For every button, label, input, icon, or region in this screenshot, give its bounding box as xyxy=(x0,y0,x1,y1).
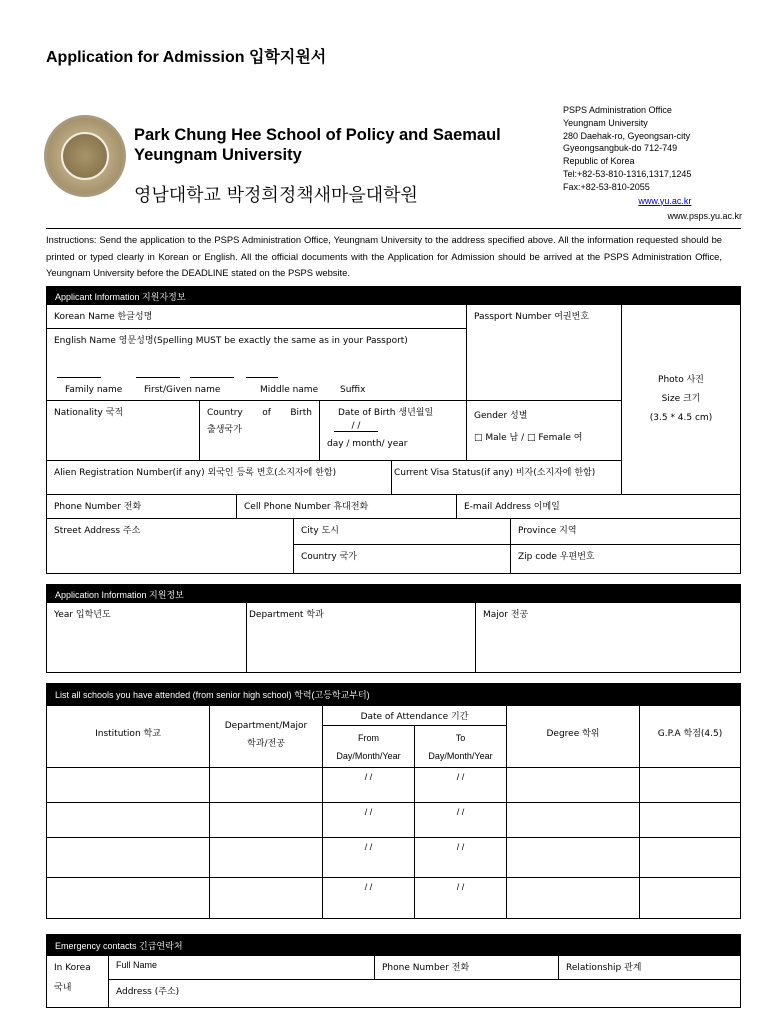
to-header: To Day/Month/Year xyxy=(415,726,507,768)
passport-number-field[interactable]: Passport Number 여권번호 xyxy=(467,305,622,401)
header-divider xyxy=(46,228,741,229)
phone-number-field[interactable]: Phone Number 전화 xyxy=(47,495,237,519)
emergency-relationship-field[interactable]: Relationship 관계 xyxy=(559,956,740,980)
schools-section: List all schools you have attended (from senior high school) 학력(고등학교부터) Institution 학교 Department/Major 학과/전공 Date of Attendance 기간 From Day/Month/Year To Day/Month/Year Degree 학위 G.P.A 학점(4.5) / / / / / / / / / / / / / / / / xyxy=(46,683,741,919)
gender-options[interactable]: □ Male 남 / □ Female 여 xyxy=(474,433,583,443)
suffix-label: Suffix xyxy=(340,385,366,395)
application-section xyxy=(46,584,741,673)
gender-field[interactable]: Gender 성별 □ Male 남 / □ Female 여 xyxy=(467,401,622,461)
emergency-full-name-field[interactable]: Full Name xyxy=(109,956,375,980)
institution-header: Institution 학교 xyxy=(47,706,210,768)
street-address-field[interactable]: Street Address 주소 xyxy=(47,519,294,573)
emergency-section xyxy=(46,934,741,1008)
major-field[interactable]: Major 전공 xyxy=(483,610,529,620)
gpa-header: G.P.A 학점(4.5) xyxy=(640,706,740,768)
country-field[interactable]: Country 국가 xyxy=(294,545,511,573)
attendance-header: Date of Attendance 기간 xyxy=(323,706,507,726)
visa-status-field[interactable]: Current Visa Status(if any) 비자(소지자에 한함) xyxy=(392,461,622,495)
in-korea-label: In Korea 국내 xyxy=(47,956,109,1007)
schools-heading: List all schools you have attended (from senior high school) 학력(고등학교부터) xyxy=(47,684,740,706)
office-address: PSPS Administration Office Yeungnam University 280 Daehak-ro, Gyeongsan-city Gyeongsangbuk-do 712-749 Republic of Korea Tel:+82-53-810-1316,1317,1245 Fax:+82-53-810-2055 www.yu.ac.kr xyxy=(563,105,692,206)
school-name-line1: Park Chung Hee School of Policy and Saemaul xyxy=(134,126,501,144)
emergency-address-field[interactable]: Address (주소) xyxy=(116,987,180,997)
email-field[interactable]: E-mail Address 이메일 xyxy=(457,495,740,519)
emergency-phone-field[interactable]: Phone Number 전화 xyxy=(375,956,559,980)
country-of-birth-field[interactable]: Country of Birth 출생국가 xyxy=(200,401,320,461)
emergency-heading: Emergency contacts 긴급연락처 xyxy=(47,935,740,956)
instructions: Instructions: Send the application to the PSPS Administration Office, Yeungnam University to the address specified above. All the information requested should be printed or typed clearly in Korean or English. All the official documents with the Application for Admission should be arrived at the PSPS Administration Office, Yeungnam University before the DEADLINE stated on the PSPS website. xyxy=(46,234,722,279)
first-name-label: First/Given name xyxy=(144,385,221,395)
school-name-line2: Yeungnam University xyxy=(134,146,302,164)
zip-code-field[interactable]: Zip code 우편번호 xyxy=(518,552,595,562)
department-field[interactable]: Department 학과 xyxy=(247,603,476,672)
photo-box[interactable]: Photo 사진 Size 크기 (3.5 * 4.5 cm) xyxy=(622,305,740,495)
university-seal-icon xyxy=(44,115,126,197)
from-header: From Day/Month/Year xyxy=(323,726,415,768)
year-field[interactable]: Year 입학년도 xyxy=(47,603,247,672)
application-heading: Application Information 지원정보 xyxy=(47,585,740,603)
dept-major-header: Department/Major 학과/전공 xyxy=(210,706,323,768)
alien-registration-field[interactable]: Alien Registration Number(if any) 외국인 등록 번호(소지자에 한함) xyxy=(47,461,392,495)
family-name-label: Family name xyxy=(65,385,123,395)
degree-header: Degree 학위 xyxy=(507,706,640,768)
school-name xyxy=(134,125,501,165)
yu-website-link[interactable]: www.yu.ac.kr xyxy=(638,195,692,206)
english-name-field[interactable]: English Name 영문성명(Spelling MUST be exactly the same as in your Passport) Family name First/Given name Middle name Suffix xyxy=(47,329,467,401)
date-of-birth-field[interactable]: Date of Birth 생년월일 / / day / month/ year xyxy=(320,401,467,461)
applicant-heading: Applicant Information 지원자정보 xyxy=(47,287,740,305)
psps-website: www.psps.yu.ac.kr xyxy=(667,211,742,221)
cell-phone-field[interactable]: Cell Phone Number 휴대전화 xyxy=(237,495,457,519)
page-title: Application for Admission 입학지원서 xyxy=(46,49,327,66)
middle-name-label: Middle name xyxy=(260,385,319,395)
school-name-korean: 영남대학교 박정희정책새마을대학원 xyxy=(134,185,418,206)
city-field[interactable]: City 도시 xyxy=(294,519,511,545)
korean-name-field[interactable]: Korean Name 한글성명 xyxy=(47,305,467,329)
nationality-field[interactable]: Nationality 국적 xyxy=(47,401,200,461)
applicant-section xyxy=(46,286,741,574)
province-field[interactable]: Province 지역 xyxy=(511,519,740,545)
